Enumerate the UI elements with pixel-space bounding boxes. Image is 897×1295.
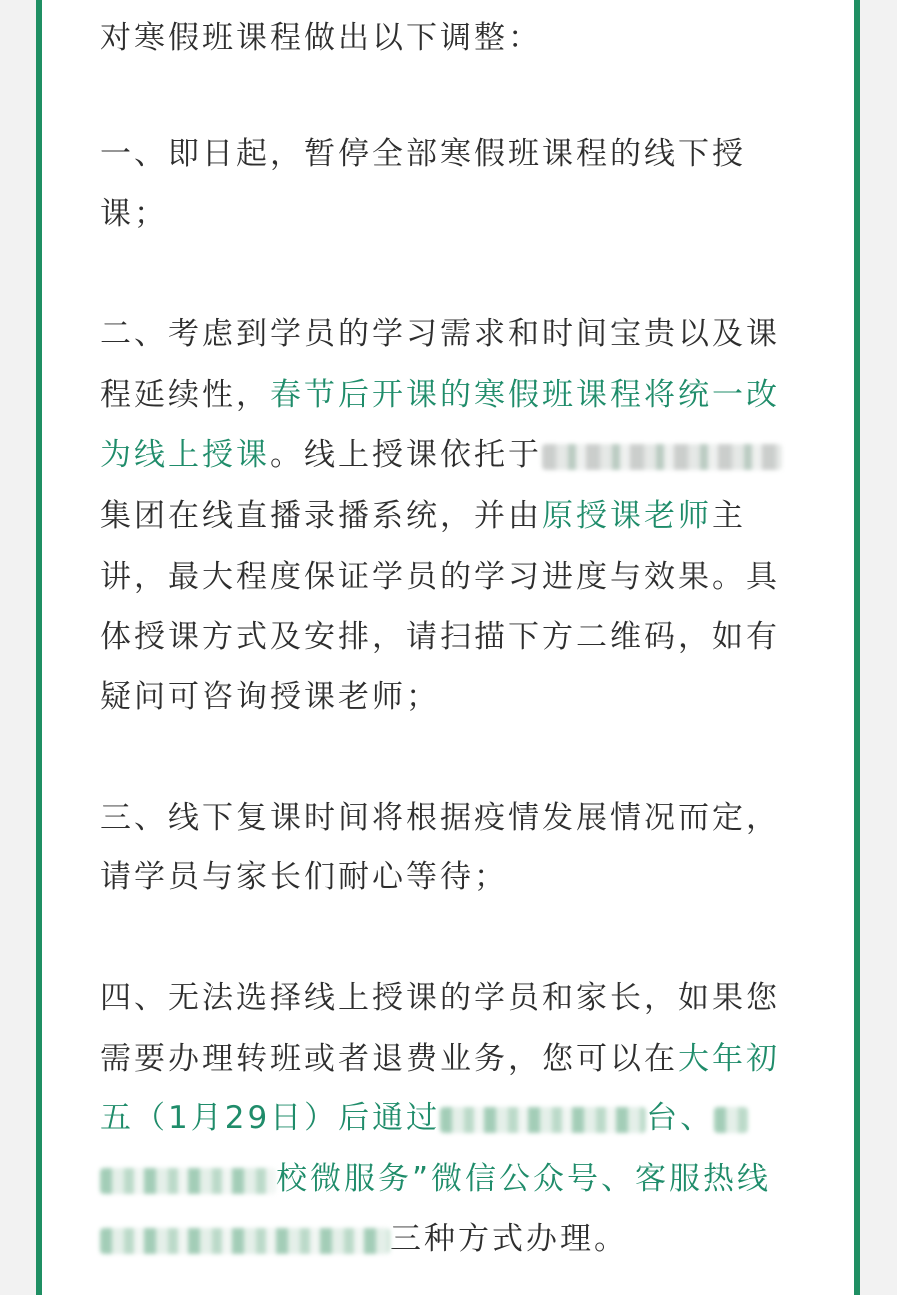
item4-line4 — [100, 1159, 771, 1199]
item4-highlight-wechat: 校微服务”微信公众号、客服热线 — [276, 1161, 772, 1197]
item2-line5: 讲，最大程度保证学员的学习进度与效果。具 — [100, 559, 780, 595]
item2-line4 — [100, 496, 746, 536]
item2-line3 — [100, 435, 782, 475]
item2-highlight-teacher: 原授课老师 — [542, 498, 712, 534]
redacted-hotline-number — [100, 1228, 390, 1254]
item1-line2: 课； — [100, 196, 168, 232]
item2-line6: 体授课方式及安排，请扫描下方二维码，如有 — [100, 619, 780, 655]
item4-line5 — [100, 1219, 628, 1259]
item4-line3 — [100, 1098, 748, 1138]
item4-line1: 四、无法选择线上授课的学员和家长，如果您 — [100, 980, 780, 1016]
redacted-platform-name — [440, 1107, 646, 1133]
item4-highlight-date: 大年初 — [678, 1041, 780, 1077]
item2-line1: 二、考虑到学员的学习需求和时间宝贵以及课 — [100, 316, 780, 352]
item1-line1: 一、即日起，暂停全部寒假班课程的线下授 — [100, 136, 746, 172]
redacted-school-name — [100, 1168, 276, 1194]
redacted-quote-start — [714, 1107, 748, 1133]
item3-line2: 请学员与家长们耐心等待； — [100, 859, 508, 895]
item2-line7: 疑问可咨询授课老师； — [100, 679, 440, 715]
intro-text: 对寒假班课程做出以下调整： — [100, 20, 542, 56]
item2-line3-text: 。线上授课依托于 — [270, 437, 542, 473]
item2-line4-text: 集团在线直播录播系统，并由 — [100, 498, 542, 534]
redacted-company-name — [542, 444, 782, 470]
outer-margin-right — [860, 0, 897, 1295]
item4-highlight-platform-end: 台、 — [646, 1100, 715, 1136]
item4-highlight-date-2: 五（1月29日）后通过 — [100, 1100, 441, 1136]
item2-highlight-online: 为线上授课 — [100, 437, 270, 473]
outer-margin-left — [0, 0, 36, 1295]
item2-line2-text: 程延续性， — [100, 377, 270, 413]
item2-line4-end: 主 — [712, 498, 746, 534]
item4-line2 — [100, 1039, 780, 1079]
item2-highlight-spring: 春节后开课的寒假班课程将统一改 — [270, 377, 780, 413]
item4-line2-text: 需要办理转班或者退费业务，您可以在 — [100, 1041, 678, 1077]
item3-line1: 三、线下复课时间将根据疫情发展情况而定， — [100, 800, 780, 836]
item2-line2 — [100, 375, 780, 415]
item4-line5-text: 三种方式办理。 — [390, 1221, 628, 1257]
